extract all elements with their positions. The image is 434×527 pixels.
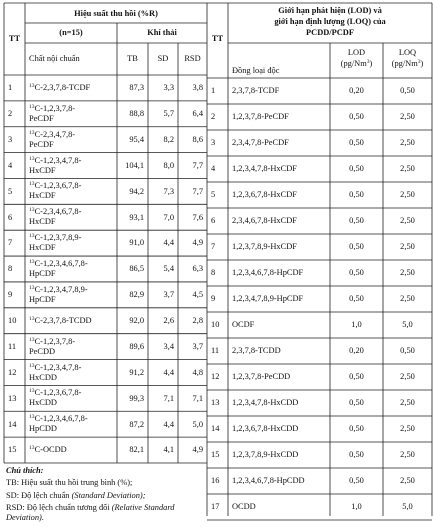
right-row-tt: 1 <box>211 86 216 96</box>
right-row-congener: 1,2,3,7,8-PeCDD <box>232 372 291 382</box>
standard-name-line-1: C-2,3,7,8-TCDF <box>34 83 91 93</box>
right-row-loq: 2,50 <box>400 398 415 408</box>
isotope-mass-superscript: 13 <box>29 103 35 110</box>
right-row-tt: 4 <box>211 164 216 174</box>
right-row-tt: 5 <box>211 190 216 200</box>
right-row-lod: 0,50 <box>349 112 364 122</box>
right-row-loq: 2,50 <box>400 294 415 304</box>
unit-prefix: (pg/Nm <box>340 59 367 68</box>
left-row-sd: 5,7 <box>163 109 174 119</box>
right-row-loq: 2,50 <box>400 268 415 278</box>
left-row-sd: 7,3 <box>163 186 174 196</box>
unit-exponent: 3 <box>366 59 370 65</box>
note-sd-english: (Standard Deviation); <box>71 491 146 500</box>
right-row-tt: 3 <box>211 138 216 148</box>
left-row-tb: 91,0 <box>129 238 144 248</box>
right-row-lod: 0,50 <box>349 424 364 434</box>
left-row-sd: 3,7 <box>163 290 174 300</box>
standard-name-line-2: HpCDF <box>29 294 56 304</box>
standard-name-line-1: C-1,2,3,4,7,8- <box>34 362 82 372</box>
right-row-tt: 7 <box>211 242 216 252</box>
right-row-congener: 1,2,3,4,7,8,9-HpCDF <box>232 294 304 304</box>
right-row-congener: 1,2,3,4,7,8-HxCDD <box>232 398 299 408</box>
left-row-rsd: 4,8 <box>192 367 203 377</box>
right-row-tt: 8 <box>211 268 216 278</box>
right-row-lod: 0,50 <box>349 450 364 460</box>
right-row-tt: 11 <box>211 346 220 356</box>
left-row-standard <box>29 104 75 113</box>
right-row-lod: 0,50 <box>349 190 364 200</box>
right-row-lod: 0,50 <box>349 398 364 408</box>
standard-name-line-1: C-1,2,3,6,7,8- <box>34 388 82 398</box>
right-col-tt-header: TT <box>211 34 224 43</box>
right-row-congener: 2,3,7,8-TCDD <box>232 346 281 356</box>
left-row-tt: 6 <box>8 212 13 222</box>
note-rsd <box>6 503 202 523</box>
right-col-lod-header: LOD <box>347 48 366 57</box>
right-row-lod: 0,50 <box>349 268 364 278</box>
left-row-rsd: 7,7 <box>192 160 203 170</box>
right-row-tt: 14 <box>211 424 220 434</box>
left-row-tt: 8 <box>8 264 13 274</box>
standard-name-line-2: PeCDD <box>29 346 56 356</box>
left-row-tb: 93,1 <box>129 212 144 222</box>
right-row-tt: 15 <box>211 450 220 460</box>
right-row-congener: 1,2,3,7,8-PeCDF <box>232 112 289 122</box>
standard-name-line-1: C-1,2,3,6,7,8- <box>34 181 82 191</box>
right-row-loq: 2,50 <box>400 112 415 122</box>
left-row-sd: 2,6 <box>163 316 174 326</box>
right-row-lod: 0,20 <box>349 86 364 96</box>
left-row-standard <box>29 259 88 268</box>
left-row-tb: 88,8 <box>129 109 144 119</box>
left-row-rsd: 4,9 <box>192 238 203 248</box>
left-row-standard <box>29 414 88 423</box>
left-row-tb: 87,2 <box>129 419 144 429</box>
left-row-rsd: 6,4 <box>192 109 203 119</box>
left-row-rsd: 4,9 <box>192 445 203 455</box>
left-row-sd: 4,4 <box>163 367 174 377</box>
left-col-tb-header: TB <box>127 54 138 63</box>
isotope-mass-superscript: 13 <box>29 259 35 266</box>
left-row-tt: 4 <box>8 160 13 170</box>
standard-name-line-2: HxCDF <box>29 191 56 201</box>
standard-name-line-1: C-1,2,3,7,8,9- <box>34 233 82 243</box>
standard-name-line-1: C-1,2,3,4,6,7,8- <box>34 259 88 269</box>
notes-heading-line <box>6 466 202 476</box>
left-row-standard <box>29 363 81 372</box>
left-row-tt: 3 <box>8 134 13 144</box>
right-col-loq-header: LOQ <box>398 48 417 57</box>
right-col-congener-header: Đồng loại độc <box>232 66 280 75</box>
left-row-rsd: 3,7 <box>192 341 203 351</box>
isotope-mass-superscript: 13 <box>29 155 35 162</box>
isotope-mass-superscript: 13 <box>29 83 35 90</box>
right-row-congener: 1,2,3,4,6,7,8-HpCDD <box>232 476 305 486</box>
right-row-lod: 0,20 <box>349 346 364 356</box>
standard-name-line-1: C-2,3,4,6,7,8- <box>34 207 82 217</box>
standard-name-line-2: HxCDD <box>29 372 57 382</box>
left-row-standard <box>29 207 81 216</box>
right-row-congener: 1,2,3,4,7,8-HxCDF <box>232 164 297 174</box>
note-rsd-english: (Relative Standard Deviation). <box>6 503 175 522</box>
left-row-tb: 87,3 <box>129 83 144 93</box>
right-row-loq: 2,50 <box>400 372 415 382</box>
standard-name-line-1: C-2,3,4,7,8- <box>34 129 76 139</box>
right-row-lod: 1,0 <box>351 320 362 330</box>
left-row-rsd: 6,3 <box>192 264 203 274</box>
left-row-tb: 86,5 <box>129 264 144 274</box>
left-row-standard <box>29 83 90 92</box>
right-row-congener: 2,3,4,7,8-PeCDF <box>232 138 289 148</box>
left-row-standard <box>29 181 81 190</box>
left-row-tt: 9 <box>8 290 13 300</box>
right-row-loq: 0,50 <box>400 346 415 356</box>
note-rsd-text: RSD: Độ lệch chuẩn tương đối <box>6 503 112 512</box>
isotope-mass-superscript: 13 <box>29 388 35 395</box>
right-table-title-line: Giới hạn phát hiện (LOD) và <box>278 6 382 15</box>
left-row-tt: 2 <box>8 109 13 119</box>
standard-name-line-1: C-2,3,7,8-TCDD <box>34 316 92 326</box>
right-row-tt: 6 <box>211 216 216 226</box>
left-row-rsd: 2,8 <box>192 316 203 326</box>
left-row-tt: 15 <box>8 445 17 455</box>
left-row-standard <box>29 388 81 397</box>
right-row-loq: 2,50 <box>400 216 415 226</box>
right-row-lod: 0,50 <box>349 242 364 252</box>
left-col-tt-header: TT <box>8 34 21 43</box>
right-row-loq: 2,50 <box>400 476 415 486</box>
right-table-title-line: giới hạn định lượng (LOQ) của <box>274 17 386 26</box>
left-row-tt: 14 <box>8 419 17 429</box>
right-row-tt: 12 <box>211 372 220 382</box>
left-row-rsd: 5,0 <box>192 419 203 429</box>
left-row-standard <box>29 445 67 454</box>
left-row-standard <box>29 233 81 242</box>
right-row-lod: 0,50 <box>349 138 364 148</box>
standard-name-line-1: C-1,2,3,4,6,7,8- <box>34 414 88 424</box>
left-group-header: Khí thải <box>147 28 177 37</box>
right-row-tt: 13 <box>211 398 220 408</box>
standard-name-line-2: HpCDF <box>29 269 56 279</box>
left-row-standard <box>29 337 75 346</box>
right-row-loq: 2,50 <box>400 450 415 460</box>
left-row-tb: 82,9 <box>129 290 144 300</box>
right-row-loq: 2,50 <box>400 424 415 434</box>
unit-exponent: 3 <box>417 59 421 65</box>
right-row-congener: OCDF <box>232 320 255 330</box>
right-row-lod: 1,0 <box>351 502 362 512</box>
standard-name-line-1: C-1,2,3,4,7,8- <box>34 155 82 165</box>
left-row-standard <box>29 156 81 165</box>
right-row-congener: OCDD <box>232 502 256 512</box>
left-row-rsd: 3,8 <box>192 83 203 93</box>
isotope-mass-superscript: 13 <box>29 336 35 343</box>
right-row-loq: 2,50 <box>400 190 415 200</box>
right-row-lod: 0,50 <box>349 372 364 382</box>
left-row-tb: 99,3 <box>129 393 144 403</box>
isotope-mass-superscript: 13 <box>29 129 35 136</box>
standard-name-line-2: HpCDD <box>29 424 57 434</box>
right-row-congener: 2,3,4,6,7,8-HxCDF <box>232 216 297 226</box>
right-row-loq: 5,0 <box>402 320 413 330</box>
right-row-lod: 0,50 <box>349 216 364 226</box>
left-row-sd: 3,4 <box>163 341 174 351</box>
right-row-tt: 10 <box>211 320 220 330</box>
notes-heading: Chú thích: <box>6 466 44 475</box>
right-row-tt: 2 <box>211 112 216 122</box>
note-tb-text: TB: Hiệu suất thu hồi trung bình (%); <box>6 478 133 487</box>
standard-name-line-2: HxCDD <box>29 398 57 408</box>
left-row-sd: 5,4 <box>163 264 174 274</box>
right-row-loq: 5,0 <box>402 502 413 512</box>
left-row-tt: 11 <box>8 341 17 351</box>
left-row-rsd: 7,1 <box>192 393 203 403</box>
left-row-tt: 5 <box>8 186 13 196</box>
right-row-loq: 2,50 <box>400 138 415 148</box>
left-row-tb: 95,4 <box>129 134 144 144</box>
left-row-rsd: 7,6 <box>192 212 203 222</box>
left-row-tb: 94,2 <box>129 186 144 196</box>
left-row-tt: 10 <box>8 316 17 326</box>
unit-prefix: (pg/Nm <box>391 59 418 68</box>
isotope-mass-superscript: 13 <box>29 316 35 323</box>
note-tb <box>6 478 202 488</box>
unit-suffix: ) <box>420 59 424 68</box>
right-unit-loq <box>383 59 432 68</box>
left-row-tt: 13 <box>8 393 17 403</box>
right-row-tt: 9 <box>211 294 216 304</box>
left-row-sd: 4,4 <box>163 419 174 429</box>
right-row-lod: 0,50 <box>349 294 364 304</box>
standard-name-line-2: HxCDF <box>29 217 56 227</box>
right-row-tt: 17 <box>211 502 220 512</box>
left-col-sd-header: SD <box>157 54 169 63</box>
left-sample-count: (n=15) <box>59 28 83 37</box>
right-row-congener: 1,2,3,7,8,9-HxCDD <box>232 450 299 460</box>
left-row-sd: 3,3 <box>163 83 174 93</box>
right-row-tt: 16 <box>211 476 220 486</box>
left-row-sd: 4,1 <box>163 445 174 455</box>
left-row-sd: 8,0 <box>163 160 174 170</box>
standard-name-line-2: PeCDF <box>29 139 54 149</box>
standard-name-line-1: C-OCDD <box>34 445 67 455</box>
right-row-lod: 0,50 <box>349 476 364 486</box>
right-row-loq: 2,50 <box>400 164 415 174</box>
left-row-standard <box>29 130 75 139</box>
left-col-standard-header: Chất nội chuẩn <box>29 54 80 63</box>
standard-name-line-1: C-1,2,3,7,8- <box>34 103 76 113</box>
unit-suffix: ) <box>369 59 373 68</box>
standard-name-line-1: C-1,2,3,7,8- <box>34 336 76 346</box>
left-row-sd: 7,0 <box>163 212 174 222</box>
right-row-congener: 2,3,7,8-TCDF <box>232 86 280 96</box>
left-row-tt: 1 <box>8 83 13 93</box>
right-row-congener: 1,2,3,6,7,8-HxCDD <box>232 424 299 434</box>
left-table-title: Hiệu suất thu hồi (%R) <box>74 9 158 18</box>
isotope-mass-superscript: 13 <box>29 284 35 291</box>
isotope-mass-superscript: 13 <box>29 445 35 452</box>
standard-name-line-2: HxCDF <box>29 243 56 253</box>
left-row-tt: 7 <box>8 238 13 248</box>
isotope-mass-superscript: 13 <box>29 181 35 188</box>
right-row-loq: 2,50 <box>400 242 415 252</box>
note-sd <box>6 491 202 501</box>
right-row-lod: 0,50 <box>349 164 364 174</box>
right-row-congener: 1,2,3,4,6,7,8-HpCDF <box>232 268 304 278</box>
isotope-mass-superscript: 13 <box>29 233 35 240</box>
right-unit-lod <box>330 59 383 68</box>
left-row-rsd: 4,5 <box>192 290 203 300</box>
right-row-loq: 0,50 <box>400 86 415 96</box>
isotope-mass-superscript: 13 <box>29 414 35 421</box>
left-row-tb: 92,0 <box>129 316 144 326</box>
right-row-congener: 1,2,3,6,7,8-HxCDF <box>232 190 297 200</box>
left-row-tb: 91,2 <box>129 367 144 377</box>
right-table-title-line: PCDD/PCDF <box>306 28 354 37</box>
right-row-congener: 1,2,3,7,8,9-HxCDF <box>232 242 297 252</box>
left-row-standard <box>29 316 92 325</box>
left-col-rsd-header: RSD <box>184 54 201 63</box>
left-row-sd: 7,1 <box>163 393 174 403</box>
left-row-tb: 82,1 <box>129 445 144 455</box>
left-row-standard <box>29 285 88 294</box>
left-row-rsd: 8,6 <box>192 134 203 144</box>
left-row-tt: 12 <box>8 367 17 377</box>
left-row-sd: 8,2 <box>163 134 174 144</box>
standard-name-line-1: C-1,2,3,4,7,8,9- <box>34 284 88 294</box>
standard-name-line-2: HxCDF <box>29 165 56 175</box>
isotope-mass-superscript: 13 <box>29 207 35 214</box>
standard-name-line-2: PeCDF <box>29 113 54 123</box>
left-row-tb: 89,6 <box>129 341 144 351</box>
isotope-mass-superscript: 13 <box>29 362 35 369</box>
note-sd-text: SD: Độ lệch chuẩn <box>6 491 72 500</box>
left-row-sd: 4,4 <box>163 238 174 248</box>
left-row-rsd: 7,7 <box>192 186 203 196</box>
left-row-tb: 104,1 <box>125 160 144 170</box>
